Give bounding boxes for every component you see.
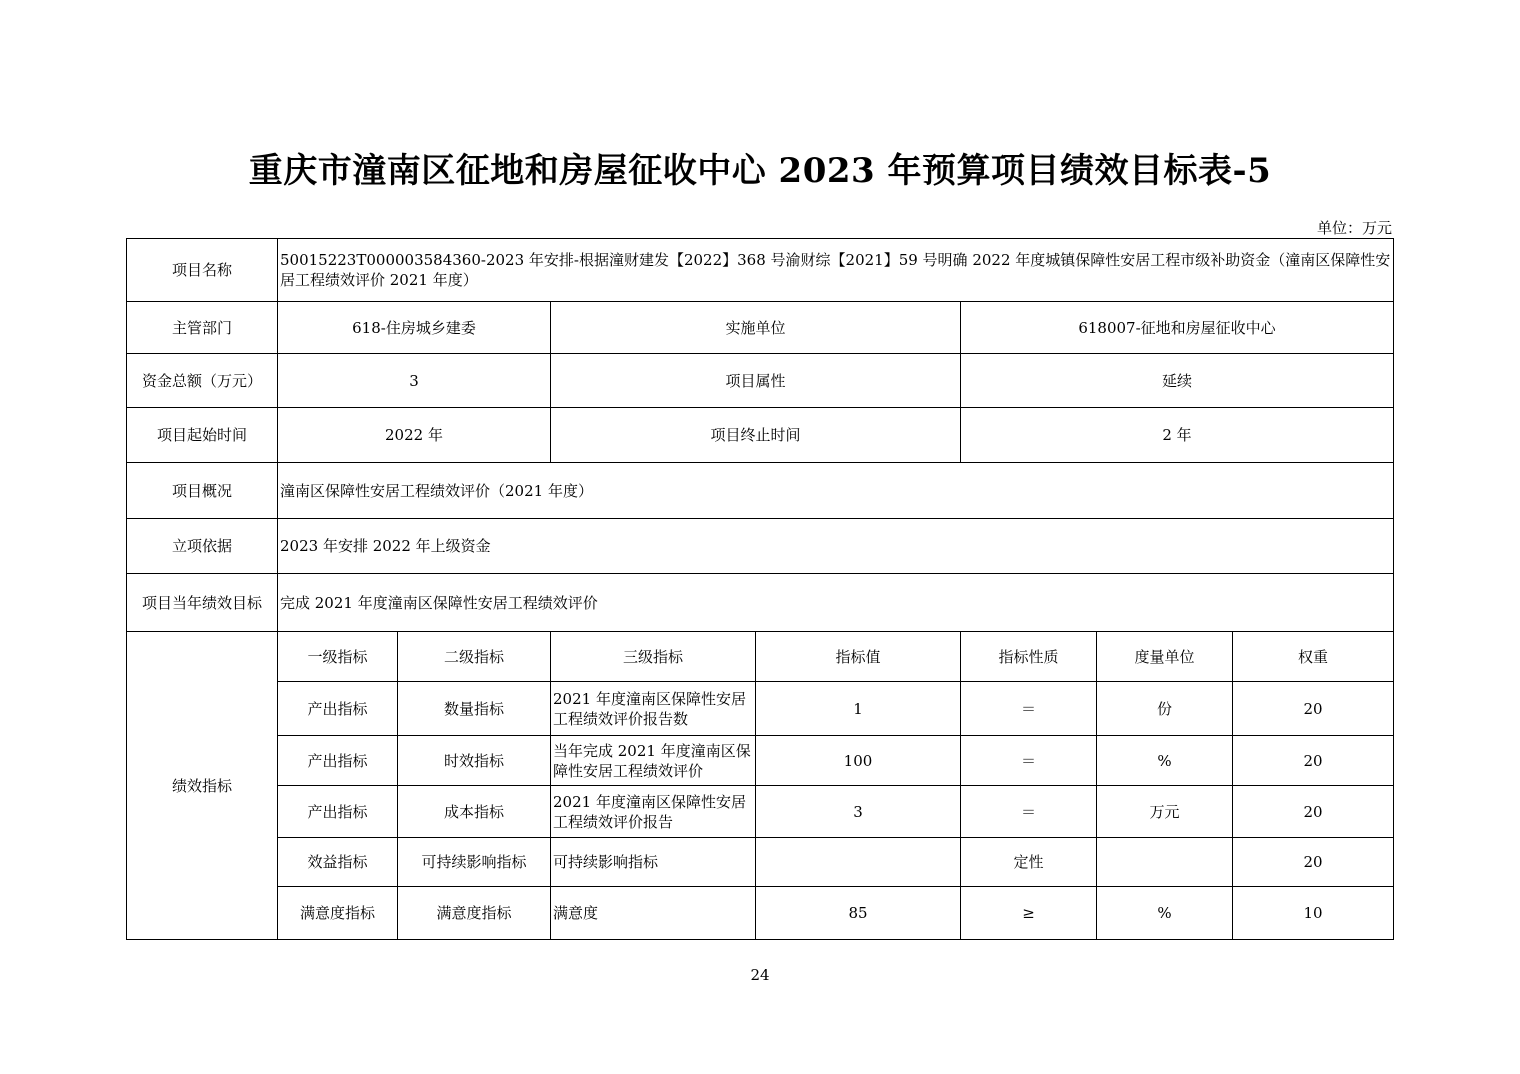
goal-label: 项目当年绩效目标	[127, 574, 278, 632]
overview-row	[127, 463, 1394, 519]
level3-cell: 满意度	[551, 887, 756, 940]
nature-cell: ≥	[961, 887, 1097, 940]
project-name-label: 项目名称	[127, 239, 278, 302]
header-level1: 一级指标	[278, 632, 398, 682]
value-cell: 85	[756, 887, 961, 940]
dept-label: 主管部门	[127, 302, 278, 354]
table-row	[127, 786, 1394, 838]
level3-cell: 2021 年度潼南区保障性安居工程绩效评价报告	[551, 786, 756, 838]
level3-cell: 可持续影响指标	[551, 838, 756, 887]
project-name-row	[127, 239, 1394, 302]
nature-cell: ＝	[961, 682, 1097, 736]
header-level2: 二级指标	[398, 632, 551, 682]
impl-label: 实施单位	[551, 302, 961, 354]
unit-cell: 份	[1097, 682, 1233, 736]
basis-value: 2023 年安排 2022 年上级资金	[278, 519, 1394, 574]
level3-cell: 2021 年度潼南区保障性安居工程绩效评价报告数	[551, 682, 756, 736]
goal-value: 完成 2021 年度潼南区保障性安居工程绩效评价	[278, 574, 1394, 632]
basis-label: 立项依据	[127, 519, 278, 574]
level2-cell: 可持续影响指标	[398, 838, 551, 887]
header-value: 指标值	[756, 632, 961, 682]
unit-cell: 万元	[1097, 786, 1233, 838]
page-title: 重庆市潼南区征地和房屋征收中心 2023 年预算项目绩效目标表-5	[248, 151, 1272, 191]
level1-cell: 产出指标	[278, 786, 398, 838]
nature-cell: ＝	[961, 736, 1097, 786]
end-value: 2 年	[961, 408, 1394, 463]
page-number: 24	[750, 966, 770, 984]
table-row	[127, 838, 1394, 887]
unit-cell: %	[1097, 887, 1233, 940]
overview-label: 项目概况	[127, 463, 278, 519]
level1-cell: 产出指标	[278, 682, 398, 736]
fund-row	[127, 354, 1394, 408]
value-cell: 3	[756, 786, 961, 838]
weight-cell: 20	[1233, 736, 1394, 786]
header-unit: 度量单位	[1097, 632, 1233, 682]
end-label: 项目终止时间	[551, 408, 961, 463]
weight-cell: 20	[1233, 786, 1394, 838]
table-row	[127, 736, 1394, 786]
indicators-label: 绩效指标	[127, 632, 278, 940]
start-label: 项目起始时间	[127, 408, 278, 463]
nature-cell: 定性	[961, 838, 1097, 887]
value-cell: 1	[756, 682, 961, 736]
goal-row	[127, 574, 1394, 632]
weight-cell: 20	[1233, 838, 1394, 887]
header-weight: 权重	[1233, 632, 1394, 682]
fund-value: 3	[278, 354, 551, 408]
overview-value: 潼南区保障性安居工程绩效评价（2021 年度）	[278, 463, 1394, 519]
project-name-value: 50015223T000003584360-2023 年安排-根据潼财建发【2022】368 号渝财综【2021】59 号明确 2022 年度城镇保障性安居工程市级补助资金（潼南区保障性安居工程绩效评价 2021 年度）	[278, 239, 1394, 302]
unit-label: 单位：万元	[1316, 219, 1392, 237]
level1-cell: 满意度指标	[278, 887, 398, 940]
level2-cell: 时效指标	[398, 736, 551, 786]
value-cell: 100	[756, 736, 961, 786]
value-cell	[756, 838, 961, 887]
impl-value: 618007-征地和房屋征收中心	[961, 302, 1394, 354]
level2-cell: 成本指标	[398, 786, 551, 838]
start-value: 2022 年	[278, 408, 551, 463]
dept-row	[127, 302, 1394, 354]
weight-cell: 20	[1233, 682, 1394, 736]
nature-cell: ＝	[961, 786, 1097, 838]
attr-label: 项目属性	[551, 354, 961, 408]
level1-cell: 效益指标	[278, 838, 398, 887]
weight-cell: 10	[1233, 887, 1394, 940]
time-row	[127, 408, 1394, 463]
header-level3: 三级指标	[551, 632, 756, 682]
indicator-header-row	[127, 632, 1394, 682]
unit-cell	[1097, 838, 1233, 887]
level2-cell: 数量指标	[398, 682, 551, 736]
table-row	[127, 887, 1394, 940]
unit-cell: %	[1097, 736, 1233, 786]
table-row	[127, 682, 1394, 736]
basis-row	[127, 519, 1394, 574]
performance-target-table	[126, 238, 1394, 940]
attr-value: 延续	[961, 354, 1394, 408]
fund-label: 资金总额（万元）	[127, 354, 278, 408]
level3-cell: 当年完成 2021 年度潼南区保障性安居工程绩效评价	[551, 736, 756, 786]
header-nature: 指标性质	[961, 632, 1097, 682]
level2-cell: 满意度指标	[398, 887, 551, 940]
level1-cell: 产出指标	[278, 736, 398, 786]
dept-value: 618-住房城乡建委	[278, 302, 551, 354]
